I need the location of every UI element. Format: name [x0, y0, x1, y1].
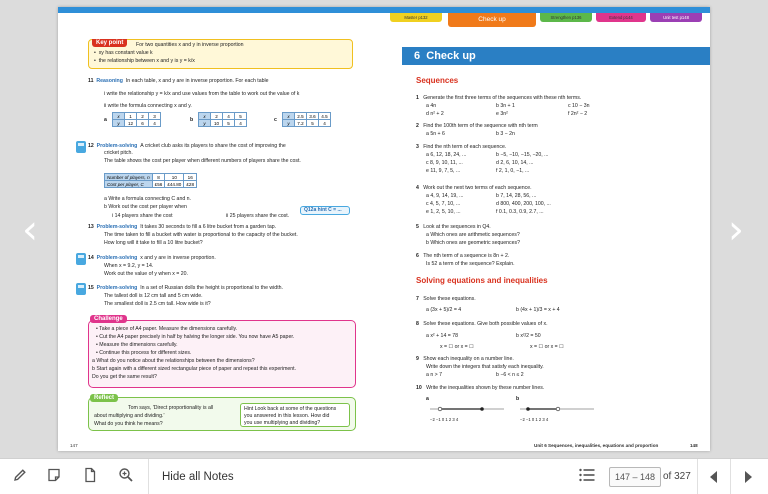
question-12-part-bii: ii 25 players share the cost. — [226, 213, 290, 219]
pencil-icon[interactable] — [10, 467, 30, 487]
question-text: Solve these equations. — [423, 296, 476, 302]
section-tabs — [384, 13, 710, 27]
question-1 — [416, 95, 581, 101]
question-text: Write the inequalities shown by these number lines. — [426, 385, 545, 391]
key-point-bullet: • xy has constant value k — [94, 50, 153, 56]
challenge-line: b Start again with a different sized rectangular piece of paper and repeat this experiment. — [92, 366, 297, 372]
table-a-letter: a — [104, 117, 107, 123]
question-text: When x = 9.2, y = 14. — [104, 263, 154, 269]
page-number-input[interactable]: 147 – 148 — [609, 467, 661, 487]
chapter-title-text: Check up — [426, 50, 476, 62]
question-7-part-b: b (4x + 1)/3 = x + 4 — [516, 307, 560, 313]
answer-option: d 800, 400, 200, 100, ... — [496, 201, 551, 207]
question-2 — [416, 123, 538, 129]
question-number: 10 — [416, 385, 422, 391]
reflect-line: What do you think he means? — [94, 421, 163, 427]
answer-option: c 10 − 3n — [568, 103, 590, 109]
question-text: Write down the integers that satisfy each inequality. — [426, 364, 544, 370]
question-number: 14 — [88, 255, 94, 261]
question-8-part-a: a x² + 14 = 78 — [426, 333, 459, 339]
tab-extend[interactable]: Extend p144 — [596, 13, 646, 22]
section-title-solving: Solving equations and inequalities — [416, 276, 548, 285]
table-cell: 7.2 — [295, 120, 307, 127]
challenge-line: a What do you notice about the relationships between the dimensions? — [92, 358, 255, 364]
question-11 — [88, 78, 269, 84]
question-number: 9 — [416, 356, 419, 362]
question-6 — [416, 253, 509, 259]
question-4 — [416, 185, 532, 191]
number-line-b — [518, 403, 598, 415]
table-cell: y — [283, 120, 295, 127]
previous-page-icon[interactable] — [706, 467, 722, 487]
toolbar-divider — [148, 459, 149, 494]
question-12-part-b: b Work out the cost per player when — [104, 204, 187, 210]
page-total-label: of 327 — [663, 471, 691, 482]
reflect-hint-line: Hint Look back at some of the questions — [244, 406, 337, 412]
reflect-line: about multiplying and dividing.' — [94, 413, 165, 419]
table-cell: 4 — [319, 120, 331, 127]
question-label: Reasoning — [96, 78, 123, 84]
toolbar-divider — [730, 459, 731, 494]
right-page-footer: Unit 6 Sequences, inequalities, equations and proportion — [534, 443, 659, 448]
left-page — [58, 7, 384, 451]
key-point-tag: Key point — [92, 39, 127, 47]
question-8-part-b: b x²/2 = 50 — [516, 333, 541, 339]
reflect-tag: Reflect — [90, 394, 118, 402]
question-text: Is 52 a term of the sequence? Explain. — [426, 261, 515, 267]
next-page-icon[interactable] — [740, 467, 756, 487]
answer-option: c 4, 5, 7, 10, ... — [426, 201, 461, 207]
question-label: Problem-solving — [96, 143, 138, 149]
answer-option: e 3n² — [496, 111, 508, 117]
question-text: The smallest doll is 2.5 cm tall. How wide is it? — [104, 301, 211, 307]
tab-check-up[interactable]: Check up — [448, 13, 536, 27]
question-text: In a set of Russian dolls the height is proportional to the width. — [140, 285, 283, 291]
question-8-answer-a: x = ☐ or x = ☐ — [440, 344, 474, 350]
question-number: 7 — [416, 296, 419, 302]
table-cell: 5 — [223, 120, 235, 127]
answer-option: d n² + 2 — [426, 111, 444, 117]
number-line-a-letter: a — [426, 396, 429, 402]
left-page-number: 147 — [70, 443, 78, 448]
question-text: Find the nth term of each sequence. — [423, 144, 507, 150]
tab-master[interactable]: Master p132 — [390, 13, 442, 22]
table-cell: x — [113, 113, 125, 120]
table-cell: 5 — [235, 113, 247, 120]
question-13 — [88, 224, 276, 230]
answer-option: b 3n + 1 — [496, 103, 515, 109]
table-cell: 3 — [149, 113, 161, 120]
table-cell: 3.6 — [307, 113, 319, 120]
hide-all-notes-button[interactable]: Hide all Notes — [162, 471, 234, 483]
question-3 — [416, 144, 506, 150]
table-cell: x — [283, 113, 295, 120]
sticky-note-icon[interactable] — [44, 467, 64, 487]
question-text: A cricket club asks its players to share the cost of improving the — [140, 143, 286, 149]
question-text: Work out the value of y when x = 20. — [104, 271, 188, 277]
question-text: The time taken to fill a bucket with water is proportional to the capacity of the bucket. — [104, 232, 298, 238]
question-number: 12 — [88, 143, 94, 149]
question-text: In each table, x and y are in inverse proportion. For each table — [125, 78, 269, 84]
question-5 — [416, 224, 491, 230]
question-15 — [88, 285, 283, 291]
table-c-letter: c — [274, 117, 277, 123]
q11-table-c — [282, 112, 331, 127]
answer-option: b −6 < n ≤ 2 — [496, 372, 524, 378]
table-cell: 5 — [307, 120, 319, 127]
table-cell: y — [199, 120, 211, 127]
question-label: Problem-solving — [96, 224, 138, 230]
table-cell: 4.5 — [319, 113, 331, 120]
question-number: 5 — [416, 224, 419, 230]
number-line-b-letter: b — [516, 396, 520, 402]
chapter-title — [414, 49, 476, 63]
question-number: 8 — [416, 321, 419, 327]
zoom-in-icon[interactable] — [116, 467, 136, 487]
table-of-contents-icon[interactable] — [577, 467, 597, 487]
answer-option: b 7, 14, 28, 56, ... — [496, 193, 537, 199]
table-cell: 2 — [137, 113, 149, 120]
answer-option: b −5, −10, −15, −20, ... — [496, 152, 549, 158]
question-number: 11 — [88, 78, 94, 84]
table-cell: y — [113, 120, 125, 127]
answer-option: b 3 − 2n — [496, 131, 515, 137]
answer-option: e 1, 2, 5, 10, ... — [426, 209, 461, 215]
reflect-line: Tom says, 'Direct proportionality is all — [128, 405, 214, 411]
table-cell: 1 — [125, 113, 137, 120]
question-11-part-i: i write the relationship y = k/x and use values from the table to work out the value of k — [104, 91, 300, 97]
table-cell: 10 — [211, 120, 223, 127]
tab-unit-test[interactable]: Unit test p148 — [650, 13, 702, 22]
page-spread — [58, 7, 710, 451]
question-12-part-a: a Write a formula connecting C and n. — [104, 196, 191, 202]
key-point-line: For two quantities x and y in inverse proportion — [136, 42, 244, 48]
table-b-letter: b — [190, 117, 194, 123]
question-text: The tallest doll is 12 cm tall and 5 cm wide. — [104, 293, 203, 299]
question-label: Problem-solving — [96, 255, 138, 261]
answer-option: a 4, 9, 14, 19, ... — [426, 193, 464, 199]
table-cell: 4 — [223, 113, 235, 120]
question-7-part-a: a (3x + 5)/2 = 4 — [426, 307, 462, 313]
question-text: Work out the next two terms of each sequence. — [423, 185, 532, 191]
question-text: How long will it take to fill a 10 litre bucket? — [104, 240, 203, 246]
table-cell: 8 — [152, 174, 165, 181]
table-cell: £28 — [184, 181, 197, 188]
challenge-line: • Measure the dimensions carefully. — [96, 342, 178, 348]
table-cell: 4 — [149, 120, 161, 127]
question-text: Generate the first three terms of the sequences with these nth terms. — [423, 95, 582, 101]
answer-option: a 5n + 6 — [426, 131, 445, 137]
table-cell: 12 — [125, 120, 137, 127]
toolbar-divider — [697, 459, 698, 494]
answer-option: f 2n² − 2 — [568, 111, 588, 117]
challenge-line: Do you get the same result? — [92, 374, 157, 380]
question-number: 15 — [88, 285, 94, 291]
q12a-hint-button[interactable]: Q12a hint C = ... — [300, 206, 350, 215]
question-5-part-a: a Which ones are arithmetic sequences? — [426, 232, 520, 238]
question-11-part-ii: ii write the formula connecting x and y. — [104, 103, 192, 109]
table-cell: 10 — [165, 174, 184, 181]
table-cell: x — [199, 113, 211, 120]
q12-cost-table — [104, 173, 197, 188]
question-text: Find the 100th term of the sequence with nth term — [423, 123, 538, 129]
table-cell: 4 — [235, 120, 247, 127]
question-number: 1 — [416, 95, 419, 101]
tab-strengthen[interactable]: Strengthen p136 — [540, 13, 592, 22]
answer-option: a 6, 12, 18, 24, ... — [426, 152, 467, 158]
previous-spread-arrow-icon[interactable]: ‹ — [22, 207, 38, 253]
question-number: 4 — [416, 185, 419, 191]
question-number: 2 — [416, 123, 419, 129]
question-12 — [88, 143, 286, 149]
question-8-answer-b: x = ☐ or x = ☐ — [530, 344, 564, 350]
question-5-part-b: b Which ones are geometric sequences? — [426, 240, 521, 246]
calculator-icon — [76, 253, 86, 265]
challenge-line: • Continue this process for different sizes. — [96, 350, 192, 356]
question-text: Look at the sequences in Q4. — [423, 224, 491, 230]
section-title-sequences: Sequences — [416, 76, 459, 85]
question-9 — [416, 356, 514, 362]
challenge-line: • Cut the A4 paper precisely in half by halving the longer side. You now have A5 paper. — [96, 334, 295, 340]
question-10 — [416, 385, 544, 391]
right-page-number: 148 — [690, 443, 698, 448]
answer-option: f 0.1, 0.3, 0.9, 2.7, ... — [496, 209, 544, 215]
table-cell: Cost per player, C — [105, 181, 153, 188]
reflect-hint-line: you use multiplying and dividing? — [244, 420, 321, 426]
table-cell: 2 — [211, 113, 223, 120]
answer-option: f 2, 1, 0, −1, ... — [496, 168, 530, 174]
question-14 — [88, 255, 216, 261]
q11-table-b — [198, 112, 247, 127]
number-line-b-ticks: −2 −1 0 1 2 3 4 — [520, 417, 549, 422]
answer-option: d 2, 6, 10, 14, ... — [496, 160, 534, 166]
question-text: The nth term of a sequence is 8n + 2. — [423, 253, 510, 259]
question-text: The table shows the cost per player when different numbers of players share the cost. — [104, 158, 301, 164]
answer-option: a 4n — [426, 103, 437, 109]
question-12-part-bi: i 14 players share the cost — [112, 213, 173, 219]
key-point-bullet-text: xy has constant value k — [98, 50, 153, 56]
calculator-icon — [76, 141, 86, 153]
right-page — [384, 7, 710, 451]
answer-option: e 11, 9, 7, 5, ... — [426, 168, 461, 174]
question-7 — [416, 296, 476, 302]
question-text: It takes 30 seconds to fill a 6 litre bucket from a garden tap. — [140, 224, 277, 230]
table-cell: Number of players, n — [105, 174, 153, 181]
question-number: 13 — [88, 224, 94, 230]
question-8 — [416, 321, 548, 327]
challenge-tag: Challenge — [90, 315, 127, 323]
table-cell: £56 — [152, 181, 165, 188]
question-text: x and y are in inverse proportion. — [140, 255, 216, 261]
chapter-number: 6 — [414, 50, 421, 62]
table-cell: 2.5 — [295, 113, 307, 120]
key-point-bullet-text: the relationship between x and y is y = k/x — [98, 58, 195, 64]
challenge-line: • Take a piece of A4 paper. Measure the dimensions carefully. — [96, 326, 238, 332]
reflect-hint-line: you answered in this lesson. How did — [244, 413, 330, 419]
answer-option: c 8, 9, 10, 11, ... — [426, 160, 463, 166]
question-text: cricket pitch. — [104, 150, 133, 156]
question-number: 3 — [416, 144, 419, 150]
question-text: Show each inequality on a number line. — [423, 356, 514, 362]
table-cell: £44.80 — [165, 181, 184, 188]
question-number: 6 — [416, 253, 419, 259]
answer-option: a n > 7 — [426, 372, 443, 378]
number-line-a — [428, 403, 508, 415]
table-cell: 16 — [184, 174, 197, 181]
calculator-icon — [76, 283, 86, 295]
table-cell: 6 — [137, 120, 149, 127]
q11-table-a — [112, 112, 161, 127]
bottom-toolbar — [0, 458, 768, 494]
question-label: Problem-solving — [96, 285, 138, 291]
number-line-a-ticks: −2 −1 0 1 2 3 4 — [430, 417, 459, 422]
document-icon[interactable] — [80, 467, 100, 487]
question-text: Solve these equations. Give both possible values of x. — [423, 321, 548, 327]
key-point-bullet: • the relationship between x and y is y = k/x — [94, 58, 195, 64]
next-spread-arrow-icon[interactable]: › — [728, 207, 744, 253]
